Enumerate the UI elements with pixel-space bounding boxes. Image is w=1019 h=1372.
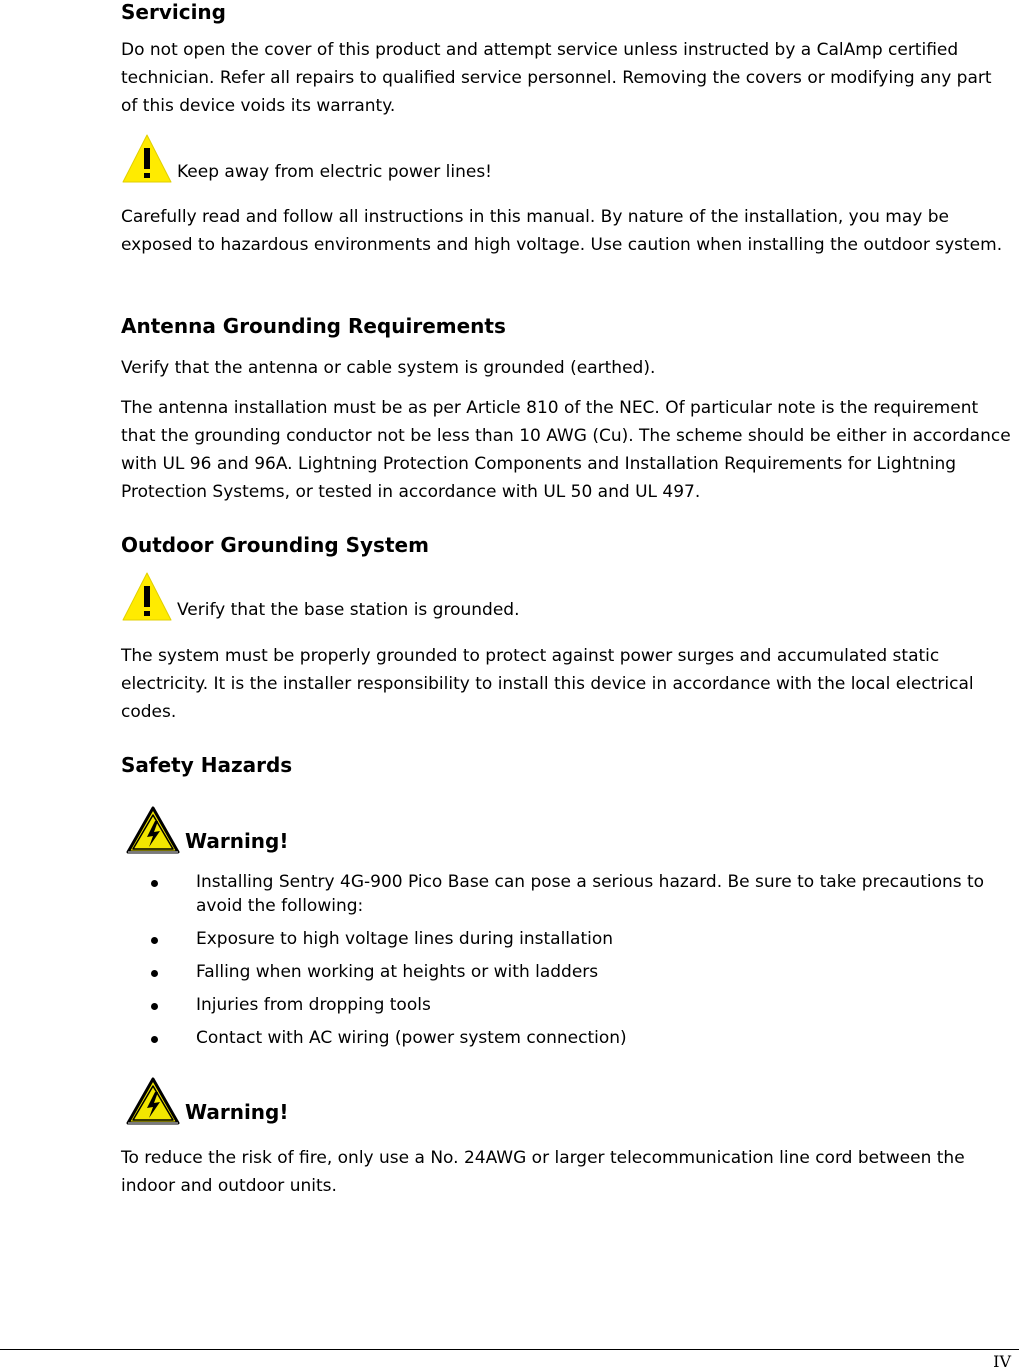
antenna-p2: The antenna installation must be as per Article 810 of the NEC. Of particular note is the requirement that the grounding conductor not be less than 10 AWG (Cu). The scheme should be either in accordance with UL 96 and 96A. Lightning Protection Components and Installation Requirements for Lightning Protection Systems, or tested in accordance with UL 50 and UL 497.: [121, 398, 1011, 502]
list-item: Exposure to high voltage lines during installation: [121, 927, 1011, 951]
outdoor-heading: Outdoor Grounding System: [121, 533, 429, 557]
servicing-heading: Servicing: [121, 0, 226, 24]
antenna-heading: Antenna Grounding Requirements: [121, 314, 506, 338]
power-lines-caution: [121, 132, 492, 184]
caution-body: Carefully read and follow all instructions in this manual. By nature of the installation, you may be exposed to hazardous environments and high voltage. Use caution when installing the outdoor system.: [121, 207, 1003, 255]
antenna-p1: Verify that the antenna or cable system is grounded (earthed).: [121, 358, 656, 378]
final-warning-body: To reduce the risk of fire, only use a No. 24AWG or larger telecommunication line cord between the indoor and outdoor units.: [121, 1148, 965, 1196]
warning-row-2: [125, 1076, 288, 1126]
base-station-caution: [121, 570, 519, 622]
warning-label: Warning!: [185, 1100, 289, 1124]
warning-label: Warning!: [185, 829, 289, 853]
caution-text: Keep away from electric power lines!: [177, 162, 492, 182]
bullet-icon: [151, 970, 158, 977]
caution-triangle-icon: [121, 570, 173, 622]
bullet-icon: [151, 880, 158, 887]
list-item: Installing Sentry 4G-900 Pico Base can pose a serious hazard. Be sure to take precautions to avoid the following:: [121, 870, 1011, 918]
caution-triangle-icon: [121, 132, 173, 184]
bullet-icon: [151, 937, 158, 944]
list-item: Injuries from dropping tools: [121, 993, 1011, 1017]
bullet-icon: [151, 1003, 158, 1010]
electrical-hazard-icon: [125, 1076, 181, 1126]
warning-row-1: [125, 805, 288, 855]
hazard-list: [121, 870, 1011, 1059]
caution-text: Verify that the base station is grounded.: [177, 600, 520, 620]
list-item: Falling when working at heights or with ladders: [121, 960, 1011, 984]
electrical-hazard-icon: [125, 805, 181, 855]
safety-heading: Safety Hazards: [121, 753, 293, 777]
servicing-body: Do not open the cover of this product and attempt service unless instructed by a CalAmp certified technician. Refer all repairs to qualified service personnel. Removing the covers or modifying any part of this device voids its warranty.: [121, 40, 992, 116]
list-item: Contact with AC wiring (power system connection): [121, 1026, 1011, 1050]
footer-divider: [0, 1349, 1019, 1350]
bullet-icon: [151, 1036, 158, 1043]
page-number: IV: [993, 1352, 1011, 1371]
outdoor-body: The system must be properly grounded to protect against power surges and accumulated static electricity. It is the installer responsibility to install this device in accordance with the local electrical codes.: [121, 646, 974, 722]
